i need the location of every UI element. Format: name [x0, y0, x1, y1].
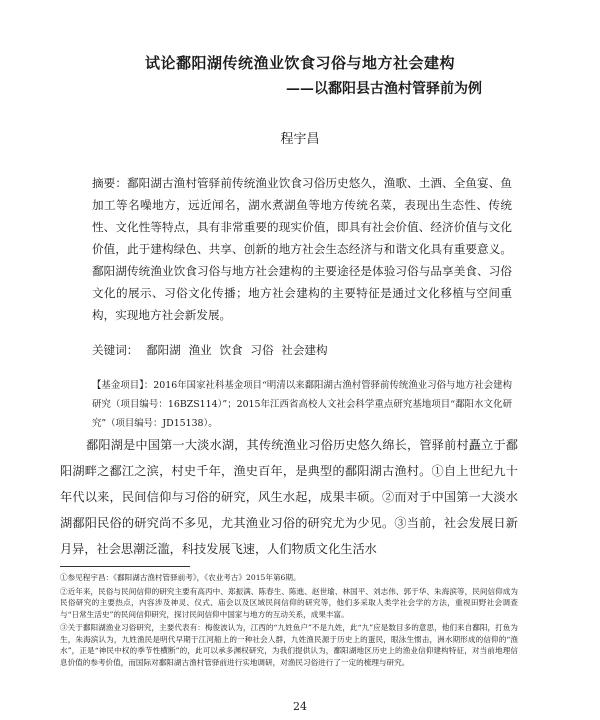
footnote-item: ②近年来，民俗与民间信仰的研究主要有高丙中、郑振满、陈春生、陈進、赵世瑜、林国平、刘志伟、郭于华、朱海滨等，民间信仰成为民俗研究的主要热点，内容涉及神灵、仪式、庙会以及区域民间信仰的研究等，他们多采取人类学社会学的方法，重视田野社会调查与“日常生活史”的民间信仰研究，探讨民间信仰中国家与地方的互动关系，成果丰富。 — [60, 586, 518, 619]
footnote-divider — [60, 566, 190, 567]
keyword-item: 渔业 — [188, 343, 212, 357]
keywords-label: 关键词： — [92, 343, 139, 357]
keywords-line — [92, 342, 512, 358]
footnote-item: ①参见程宇昌：《鄱阳湖古渔村管驿前考》，《农业考古》2015年第6期。 — [60, 573, 301, 582]
keyword-item: 习俗 — [250, 343, 274, 357]
keyword-item: 社会建构 — [281, 343, 328, 357]
paper-title: 试论鄱阳湖传统渔业饮食习俗与地方社会建构 — [144, 54, 455, 72]
keyword-item: 饮食 — [219, 343, 243, 357]
footnotes — [60, 572, 518, 670]
keyword-item: 鄱阳湖 — [146, 343, 181, 357]
fund-note: 【基金项目】：2016年国家社科基金项目“明清以来鄱阳湖古渔村管驿前传统渔业习俗与地方社会建构研究（项目编号：16BZS114）”；2015年江西省高校人文社会科学重点研究基地项目“鄱阳水文化研究”（项目编号：JD15138）。 — [92, 380, 512, 429]
footnote-item: ③关于鄱阳湖渔业习俗研究，主要代表有：梅俊波认为，江西的“九姓鱼户”不是九姓，此“九”应是数目多的意思，他们来自鄱阳，打鱼为生，朱海滨认为，九姓渔民是明代早期于江河船上的一种社会人群，九姓渔民源于历史上的蛋民，眼泳生惯击，洲水期形成的信仰的“渔水”，正是“神民中权的季节性横断”的，此可以承多渊权研究，为我们提供认为，鄱阳湖地区历史上的渔业信仰建构特征，对当前地理信息价值的参考价值，而国际对鄱阳湖古渔村管驿前进行实地调研，对渔民习俗进行了一定的梳理与研究。 — [60, 623, 518, 667]
paper-subtitle: ——以鄱阳县古渔村管驿前为例 — [286, 81, 482, 97]
abstract-paragraph: 摘要：鄱阳湖古渔村管驿前传统渔业饮食习俗历史悠久，渔歌、土酒、全鱼宴、鱼加工等名噪地方，远近闻名，湖水煮湖鱼等地方传统名菜，表现出生态性、传统性、文化性等特点，具有非常重要的现实价值，即具有社会价值、经济价值与文化价值，此于建构绿色、共享、创新的地方社会生态经济与和谐文化具有重要意义。鄱阳湖传统渔业饮食习俗与地方社会建构的主要途径是体验习俗与品享美食、习俗文化的展示、习俗文化传播；地方社会建构的主要特征是通过文化移植与空间重构，实现地方社会新发展。 — [92, 176, 512, 322]
author-name: 程宇昌 — [280, 132, 320, 147]
body-paragraph: 鄱阳湖是中国第一大淡水湖，其传统渔业习俗历史悠久绵长，管驿前村矗立于鄱阳湖畔之鄱江之滨，村史千年，渔史百年，是典型的鄱阳湖古渔村。①自上世纪九十年代以来，民间信仰与习俗的研究，风生水起，成果丰硕。②而对于中国第一大淡水湖鄱阳民俗的研究尚不多见，尤其渔业习俗的研究尤为少见。③当前，社会发展日新月异，社会思潮泛滥，科技发展飞速，人们物质文化生活水 — [60, 438, 518, 556]
page-number: 24 — [293, 700, 307, 713]
